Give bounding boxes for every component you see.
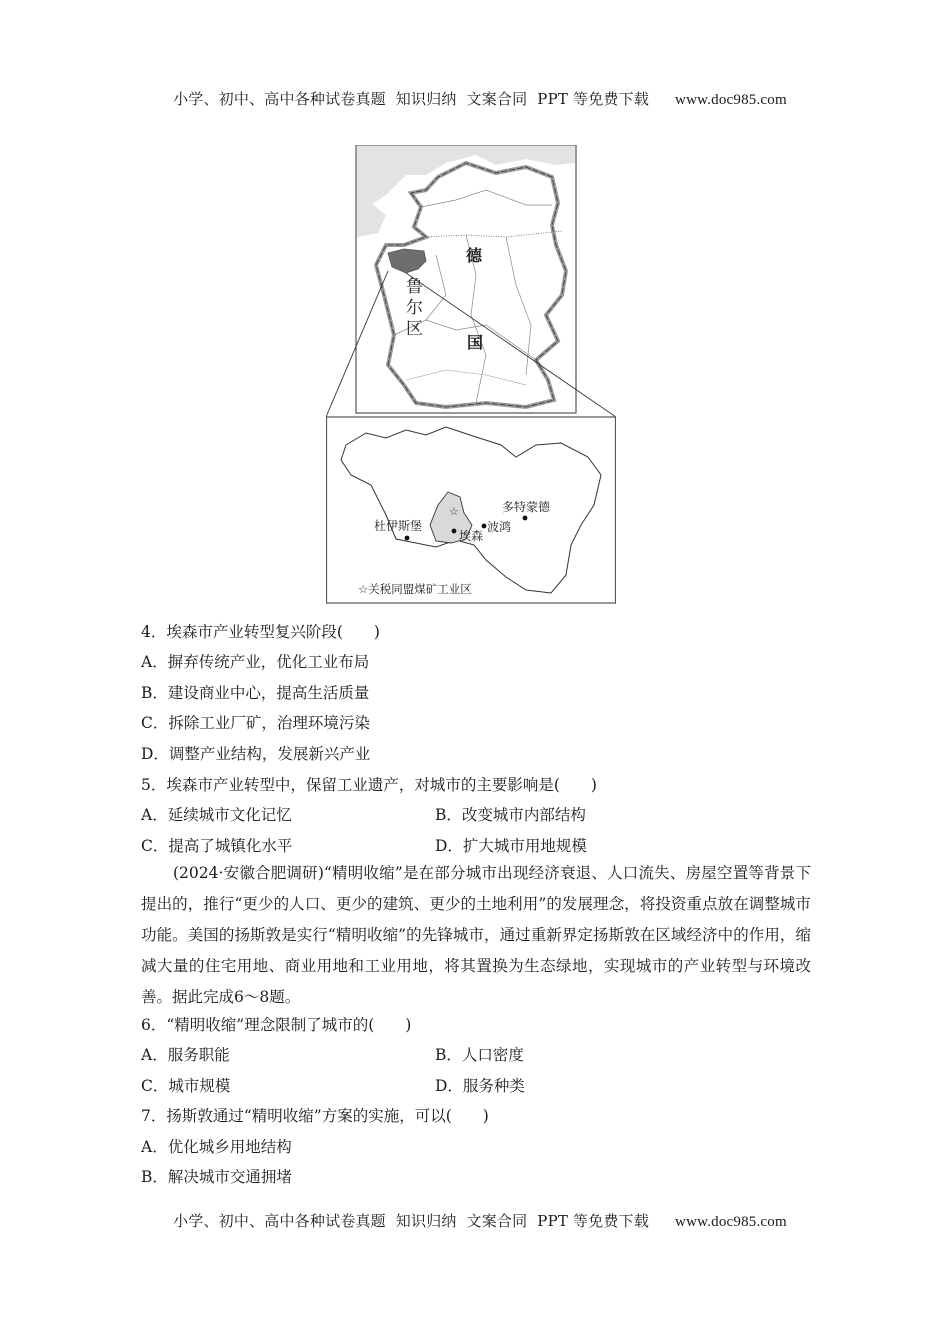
question-4-option-d[interactable]: D．调整产业结构，发展新兴产业 — [141, 745, 371, 763]
passage-text: “精明收缩”是在部分城市出现经济衰退、人口流失、房屋空置等背景下提出的，推行“更少的人口、更少的建筑、更少的土地利用”的发展理念，将投资重点放在调整城市功能。美国的扬斯敦是实行“精明收缩”的先锋城市，通过重新界定扬斯敦在区域经济中的作用，缩减大量的住宅用地、商业用地和工业用地，将其置换为生态绿地，实现城市的产业转型与环境改善。据此完成6～8题。 — [141, 864, 811, 1006]
question-6-stem: 6．“精明收缩”理念限制了城市的( ) — [141, 1016, 412, 1034]
label-ruhr-3: 区 — [406, 319, 423, 339]
question-6-option-b[interactable]: B．人口密度 — [435, 1046, 524, 1064]
label-guo: 国 — [467, 333, 484, 352]
map-figure — [326, 145, 616, 605]
label-ruhr-1: 鲁 — [406, 277, 423, 297]
footer-text: 小学、初中、高中各种试卷真题 知识归纳 文案合同 PPT 等免费下载 — [173, 1212, 650, 1230]
city-dot-duisburg — [405, 536, 410, 541]
page-header — [0, 70, 950, 109]
passage — [141, 858, 811, 1013]
question-6-option-c[interactable]: C．城市规模 — [141, 1077, 231, 1095]
map-legend: ☆关税同盟煤矿工业区 — [358, 582, 472, 596]
city-dot-dortmund — [523, 516, 528, 521]
city-dot-bochum — [482, 524, 487, 529]
passage-source: (2024·安徽合肥调研) — [173, 864, 324, 882]
label-de: 德 — [466, 246, 483, 265]
star-icon: ☆ — [449, 505, 459, 518]
question-4-option-a[interactable]: A．摒弃传统产业，优化工业布局 — [141, 653, 370, 671]
question-4-option-b[interactable]: B．建设商业中心，提高生活质量 — [141, 684, 370, 702]
city-label-essen: 埃森 — [459, 529, 484, 543]
question-5-stem: 5．埃森市产业转型中，保留工业遗产，对城市的主要影响是( ) — [141, 776, 597, 794]
question-5-option-b[interactable]: B．改变城市内部结构 — [435, 806, 586, 824]
question-6-option-d[interactable]: D．服务种类 — [435, 1077, 525, 1095]
city-label-bochum: 波鸿 — [487, 520, 512, 534]
city-label-dortmund: 多特蒙德 — [502, 500, 551, 514]
question-7-stem: 7．扬斯敦通过“精明收缩”方案的实施，可以( ) — [141, 1107, 489, 1125]
question-4-option-c[interactable]: C．拆除工业厂矿，治理环境污染 — [141, 714, 370, 732]
header-text: 小学、初中、高中各种试卷真题 知识归纳 文案合同 PPT 等免费下载 — [173, 90, 650, 108]
label-ruhr-2: 尔 — [406, 298, 423, 318]
header-site: www.doc985.com — [675, 92, 787, 108]
question-5-option-d[interactable]: D．扩大城市用地规模 — [435, 837, 587, 855]
footer-site: www.doc985.com — [675, 1214, 787, 1230]
question-7-option-a[interactable]: A．优化城乡用地结构 — [141, 1138, 292, 1156]
question-5-option-a[interactable]: A．延续城市文化记忆 — [141, 806, 292, 824]
question-7-option-b[interactable]: B．解决城市交通拥堵 — [141, 1168, 292, 1186]
city-label-duisburg: 杜伊斯堡 — [374, 519, 423, 533]
germany-ruhr-map — [326, 145, 616, 605]
question-6-option-a[interactable]: A．服务职能 — [141, 1046, 230, 1064]
question-5-option-c[interactable]: C．提高了城镇化水平 — [141, 837, 293, 855]
page-footer — [0, 1192, 950, 1231]
question-4-stem: 4．埃森市产业转型复兴阶段( ) — [141, 623, 380, 641]
city-dot-essen — [452, 529, 457, 534]
